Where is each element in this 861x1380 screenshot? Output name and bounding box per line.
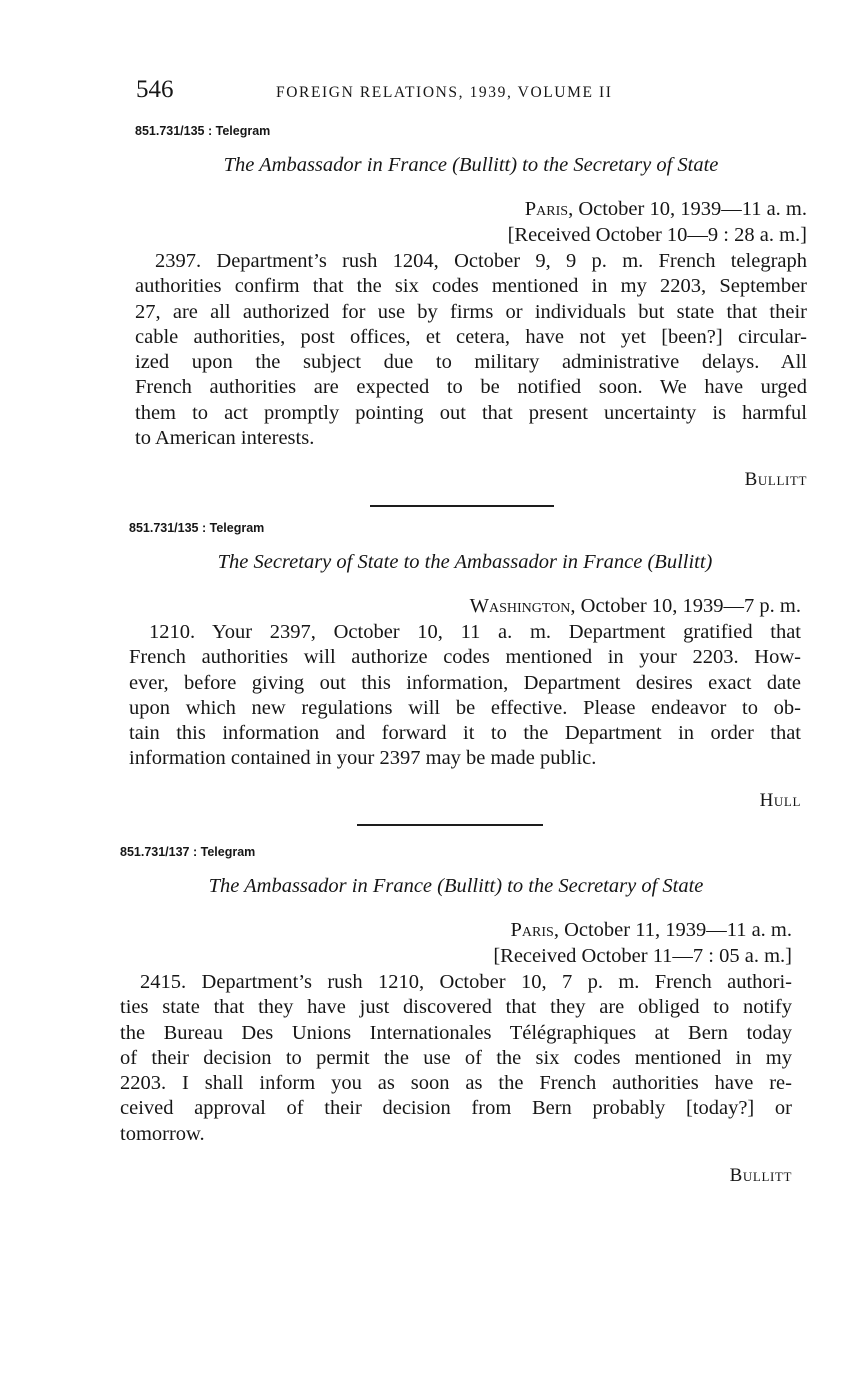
dateline xyxy=(129,593,801,619)
page-number: 546 xyxy=(136,76,174,103)
signature: Bullitt xyxy=(729,1165,792,1187)
running-head xyxy=(136,76,796,106)
body-line: ized upon the subject due to military administrative delays. All xyxy=(135,351,807,374)
signature: Hull xyxy=(759,789,801,811)
body-line: ever, before giving out this information, Department desires exact date xyxy=(129,671,801,694)
dateline-place: Paris xyxy=(524,198,569,220)
body-line: 2397. Department’s rush 1204, October 9, 9 p. m. French telegraph xyxy=(155,250,807,272)
file-reference: 851.731/135 : Telegram xyxy=(135,124,271,138)
telegram-2397 xyxy=(135,122,807,493)
body-line: 1210. Your 2397, October 10, 11 a. m. Department gratified that xyxy=(149,621,801,643)
telegram-body xyxy=(129,620,801,772)
body-line: cable authorities, post offices, et cetera, have not yet [been?] circular- xyxy=(135,325,807,348)
volume-title: FOREIGN RELATIONS, 1939, VOLUME II xyxy=(276,84,613,101)
section-divider xyxy=(370,505,554,507)
telegram-heading: The Ambassador in France (Bullitt) to the Secretary of State xyxy=(223,154,719,176)
body-line: 2415. Department’s rush 1210, October 10, 7 p. m. French authori- xyxy=(140,971,792,993)
body-line: them to act promptly pointing out that present uncertainty is harmful xyxy=(135,401,807,424)
body-line: French authorities are expected to be notified soon. We have urged xyxy=(135,376,807,399)
body-line: French authorities will authorize codes mentioned in your 2203. How- xyxy=(129,646,801,669)
telegram-2415 xyxy=(120,843,792,1189)
body-line: information contained in your 2397 may be made public. xyxy=(129,747,597,770)
received-line: [Received October 10—9 : 28 a. m.] xyxy=(507,224,807,246)
section-divider xyxy=(357,824,543,826)
dateline-date: , October 10, 1939—11 a. m. xyxy=(568,198,807,220)
telegram-1210 xyxy=(129,519,801,814)
body-line: tomorrow. xyxy=(120,1122,205,1145)
dateline-place: Washington xyxy=(469,595,571,617)
telegram-heading: The Ambassador in France (Bullitt) to the Secretary of State xyxy=(208,875,704,897)
dateline-date: , October 10, 1939—7 p. m. xyxy=(570,595,801,617)
dateline xyxy=(120,917,792,943)
dateline-date: , October 11, 1939—11 a. m. xyxy=(553,919,792,941)
body-line: the Bureau Des Unions Internationales Télégraphiques at Bern today xyxy=(120,1021,792,1044)
body-line: to American interests. xyxy=(135,427,315,450)
signature: Bullitt xyxy=(744,469,807,491)
received-line: [Received October 11—7 : 05 a. m.] xyxy=(493,945,792,967)
dateline-place: Paris xyxy=(510,919,554,941)
telegram-body xyxy=(120,970,792,1147)
dateline xyxy=(135,196,807,222)
file-reference: 851.731/137 : Telegram xyxy=(120,845,256,859)
body-line: upon which new regulations will be effective. Please endeavor to ob- xyxy=(129,696,801,719)
body-line: ties state that they have just discovered that they are obliged to notify xyxy=(120,996,792,1019)
body-line: tain this information and forward it to the Department in order that xyxy=(129,722,801,745)
body-line: ceived approval of their decision from Bern probably [today?] or xyxy=(120,1097,792,1120)
body-line: of their decision to permit the use of the six codes mentioned in my xyxy=(120,1046,792,1069)
telegram-body xyxy=(135,249,807,451)
body-line: 2203. I shall inform you as soon as the French authorities have re- xyxy=(120,1072,792,1095)
body-line: 27, are all authorized for use by firms or individuals but state that their xyxy=(135,300,807,323)
body-line: authorities confirm that the six codes mentioned in my 2203, September xyxy=(135,275,807,298)
file-reference: 851.731/135 : Telegram xyxy=(129,521,265,535)
telegram-heading: The Secretary of State to the Ambassador in France (Bullitt) xyxy=(217,551,713,573)
